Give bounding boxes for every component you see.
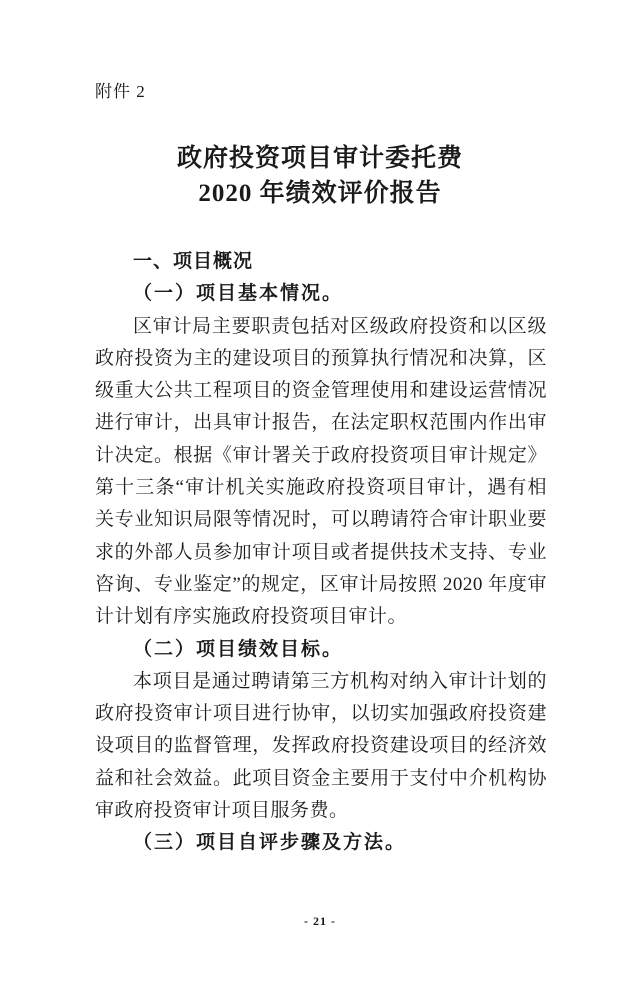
subsection-heading-basic-situation: （一）项目基本情况。	[133, 283, 344, 305]
document-page	[0, 80, 640, 986]
paragraph-performance-goal: 本项目是通过聘请第三方机构对纳入审计计划的政府投资审计项目进行协审，以切实加强政府投资建设项目的监督管理，发挥政府投资建设项目的经济效益和社会效益。此项目资金主要用于支付中介机构协审政府投资审计项目服务费。	[95, 670, 547, 822]
attachment-label: 附件 2	[95, 82, 146, 101]
subsection-heading-performance-goal: （二）项目绩效目标。	[133, 638, 344, 660]
title-line-2: 2020 年绩效评价报告	[198, 180, 442, 207]
title-line-1: 政府投资项目审计委托费	[176, 145, 463, 172]
section-heading-project-overview: 一、项目概况	[133, 251, 254, 272]
paragraph-basic-situation: 区审计局主要职责包括对区级政府投资和以区级政府投资为主的建设项目的预算执行情况和决算，区级重大公共工程项目的资金管理使用和建设运营情况进行审计，出具审计报告，在法定职权范围内作出审计决定。根据《审计署关于政府投资项目审计规定》第十三条“审计机关实施政府投资项目审计，遇有相关专业知识局限等情况时，可以聘请符合审计职业要求的外部人员参加审计项目或者提供技术支持、专业咨询、专业鉴定”的规定，区审计局按照 2020 年度审计计划有序实施政府投资项目审计。	[95, 315, 547, 628]
document-body	[95, 246, 547, 860]
subsection-heading-self-evaluation-method: （三）项目自评步骤及方法。	[133, 832, 407, 854]
page-number: - 21 -	[304, 914, 336, 928]
document-title	[0, 141, 640, 211]
